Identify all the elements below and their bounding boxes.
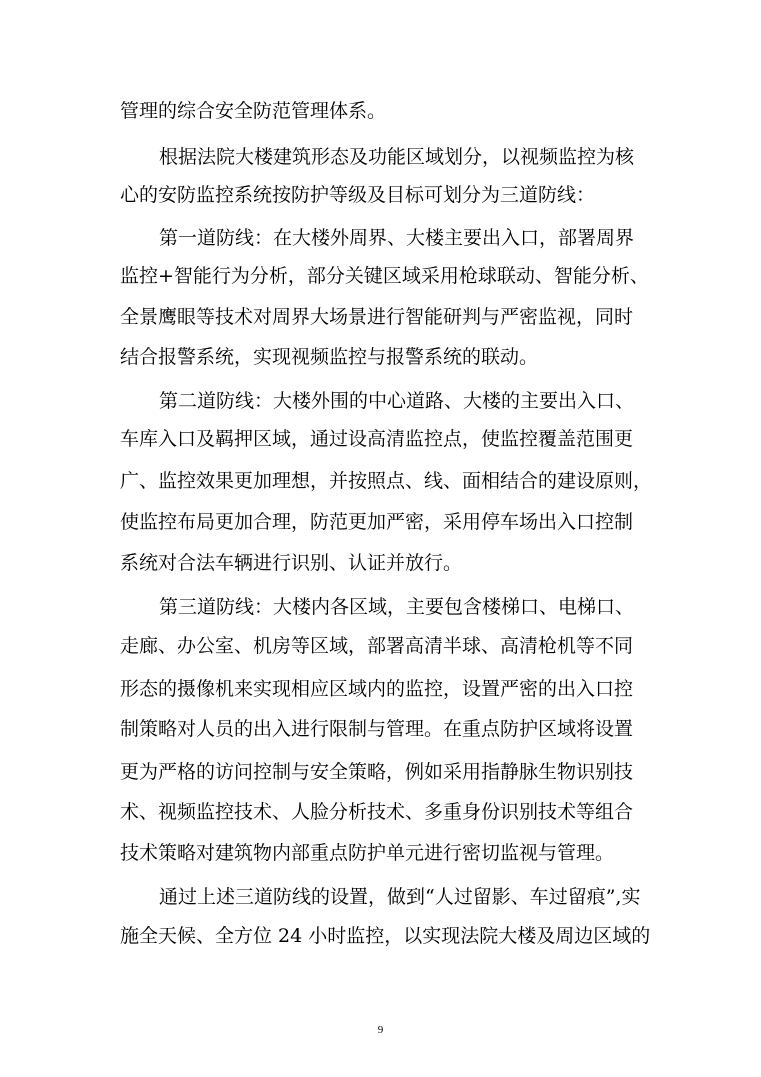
text-line-19: 技术策略对建筑物内部重点防护单元进行密切监视与管理。	[120, 842, 615, 864]
text-line-18: 术、视频监控技术、人脸分析技术、多重身份识别技术等组合	[120, 801, 634, 823]
text-line-4: 第一道防线：在大楼外周界、大楼主要出入口，部署周界	[159, 227, 635, 249]
text-line-14: 走廊、办公室、机房等区域，部署高清半球、高清枪机等不同	[120, 635, 634, 657]
text-line-17: 更为严格的访问控制与安全策略，例如采用指静脉生物识别技	[120, 761, 634, 783]
text-line-8: 第二道防线：大楼外围的中心道路、大楼的主要出入口、	[159, 390, 635, 412]
text-line-9: 车库入口及羁押区域，通过设高清监控点，使监控覆盖范围更	[120, 428, 634, 450]
text-line-10: 广、监控效果更加理想，并按照点、线、面相结合的建设原则，	[120, 470, 653, 492]
text-line-1: 管理的综合安全防范管理体系。	[120, 100, 387, 122]
text-line-2: 根据法院大楼建筑形态及功能区域划分，以视频监控为核	[159, 146, 635, 168]
text-line-16: 制策略对人员的出入进行限制与管理。在重点防护区域将设置	[120, 718, 634, 740]
text-line-11: 使监控布局更加合理，防范更加严密，采用停车场出入口控制	[120, 511, 634, 533]
text-line-12: 系统对合法车辆进行识别、认证并放行。	[120, 552, 463, 574]
text-line-7: 结合报警系统，实现视频监控与报警系统的联动。	[120, 346, 539, 368]
text-line-21: 施全天候、全方位 24 小时监控，以实现法院大楼及周边区域的	[120, 925, 651, 947]
page-number: 9	[377, 1024, 384, 1036]
text-line-20: 通过上述三道防线的设置，做到“人过留影、车过留痕”,实	[159, 886, 641, 908]
text-line-13: 第三道防线：大楼内各区域，主要包含楼梯口、电梯口、	[159, 596, 635, 618]
text-line-6: 全景鹰眼等技术对周界大场景进行智能研判与严密监视，同时	[120, 306, 634, 328]
text-line-3: 心的安防监控系统按防护等级及目标可划分为三道防线：	[120, 184, 596, 206]
text-line-15: 形态的摄像机来实现相应区域内的监控，设置严密的出入口控	[120, 678, 634, 700]
text-line-5: 监控+智能行为分析，部分关键区域采用枪球联动、智能分析、	[120, 265, 649, 287]
